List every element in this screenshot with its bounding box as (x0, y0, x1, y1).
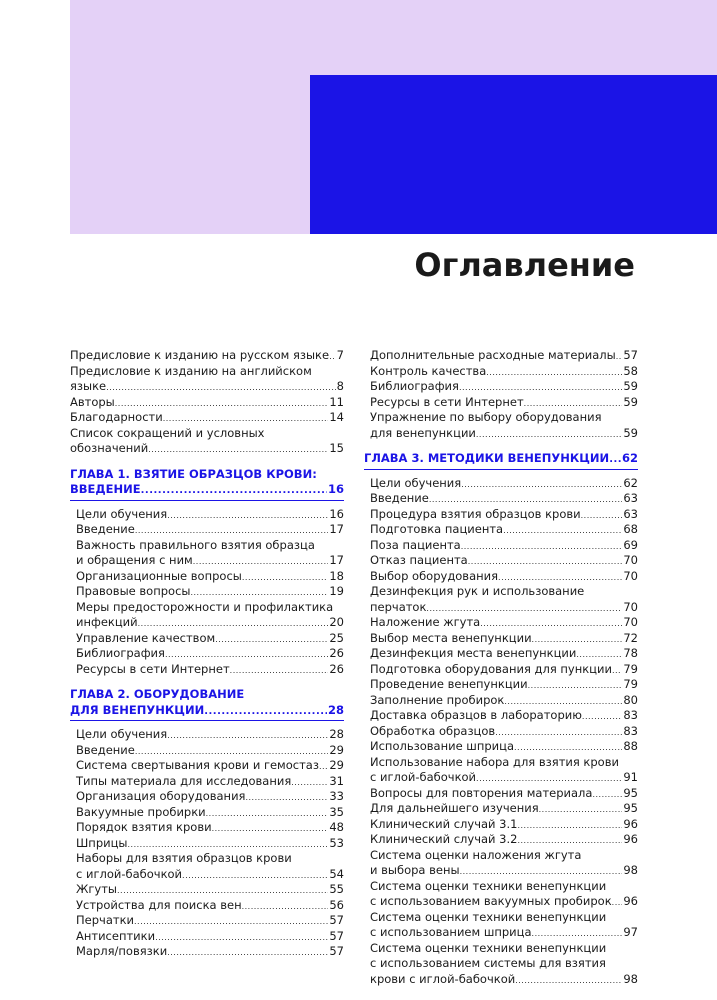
toc-entry[interactable] (364, 410, 638, 441)
chapter-underline (364, 469, 638, 470)
dot-leader (141, 482, 327, 499)
toc-page-number: 96 (623, 832, 638, 846)
dot-leader (582, 708, 622, 725)
chapter-1-heading (70, 467, 344, 501)
header-blue-block (310, 75, 717, 234)
toc-entry-title: с использованием системы для взятия (370, 956, 606, 970)
toc-entry-title: Подготовка оборудования для пункции (370, 661, 612, 676)
dot-leader (581, 507, 623, 524)
dot-leader (532, 925, 623, 942)
toc-page-number: 62 (621, 451, 638, 465)
toc-entry[interactable] (364, 693, 638, 709)
toc-page-number: 33 (329, 789, 344, 803)
toc-entry[interactable] (364, 708, 638, 724)
toc-entry[interactable] (364, 848, 638, 879)
dot-leader (503, 522, 622, 539)
toc-entry[interactable] (70, 913, 344, 929)
dot-leader (212, 820, 329, 837)
toc-page-number: 69 (623, 537, 638, 552)
toc-entry[interactable] (364, 584, 638, 615)
dot-leader (165, 646, 328, 663)
toc-entry-title: с иглой-бабочкой (370, 770, 477, 784)
toc-entry[interactable] (70, 395, 344, 411)
toc-entry-title: Клинический случай 3.1 (370, 816, 518, 831)
toc-entry[interactable] (70, 929, 344, 945)
dot-leader (167, 507, 328, 524)
dot-leader (117, 882, 328, 899)
toc-entry-title: Наборы для взятия образцов крови (76, 851, 292, 865)
toc-page-number: 70 (623, 615, 638, 629)
toc-entry-title: с иглой-бабочкой (76, 866, 183, 881)
toc-entry[interactable] (364, 879, 638, 910)
toc-entry[interactable] (364, 724, 638, 740)
dot-leader (206, 805, 329, 822)
toc-page-number: 57 (329, 928, 344, 943)
toc-entry-title: Типы материала для исследования (76, 773, 292, 788)
toc-entry-title: Введение (370, 491, 429, 505)
toc-page-number: 19 (329, 584, 344, 598)
toc-page-number: 98 (623, 971, 638, 986)
toc-page-number: 95 (623, 785, 638, 800)
dot-leader (609, 451, 621, 468)
toc-page-number: 98 (623, 863, 638, 877)
dot-leader (128, 836, 329, 853)
chapter-entry[interactable] (70, 467, 344, 498)
toc-entry-title: Шприцы (76, 835, 128, 850)
dot-leader (319, 758, 328, 775)
toc-entry-title: инфекций (76, 615, 138, 629)
toc-entry[interactable] (364, 522, 638, 538)
dot-leader (468, 553, 623, 570)
toc-page-number: 11 (329, 394, 344, 409)
toc-entry-title: Организация оборудования (76, 789, 246, 803)
dot-leader (242, 898, 329, 915)
toc-page-number: 7 (336, 348, 344, 362)
toc-page-number: 15 (329, 441, 344, 455)
dot-leader (515, 972, 622, 989)
toc-entry-title: крови с иглой-бабочкой (370, 971, 516, 986)
toc-page-number: 70 (623, 599, 638, 614)
toc-entry-title: Ресурсы в сети Интернет (370, 394, 524, 409)
dot-leader (163, 410, 329, 427)
toc-entry[interactable] (70, 600, 344, 631)
chapter-2-list (70, 727, 344, 960)
toc-entry-title: Жгуты (76, 882, 118, 896)
toc-entry-title: Предисловие к изданию на русском языке (70, 348, 330, 362)
toc-entry[interactable] (70, 538, 344, 569)
toc-entry[interactable] (364, 491, 638, 507)
chapter-underline (70, 720, 344, 721)
toc-entry-title: Использование набора для взятия крови (370, 754, 619, 769)
toc-page-number: 70 (623, 568, 638, 583)
toc-entry[interactable] (364, 569, 638, 585)
dot-leader (182, 867, 328, 884)
toc-page-number: 31 (329, 773, 344, 788)
dot-leader (138, 615, 329, 632)
toc-page-number: 28 (329, 727, 344, 741)
dot-leader (242, 569, 329, 586)
toc-entry-title: Использование шприца (370, 739, 514, 753)
toc-entry-title: и выбора вены (370, 863, 460, 877)
dot-leader (106, 379, 336, 396)
toc-page-number: 59 (623, 379, 638, 393)
toc-entry-title: Предисловие к изданию на английском (70, 363, 312, 378)
toc-page-number: 57 (329, 944, 344, 958)
toc-entry-title: Клинический случай 3.2 (370, 832, 518, 846)
chapter-entry[interactable] (364, 451, 638, 467)
toc-entry[interactable] (70, 631, 344, 647)
toc-page-number: 83 (623, 708, 638, 722)
toc-entry-title: Цели обучения (76, 506, 168, 521)
toc-entry[interactable] (70, 410, 344, 426)
dot-leader (616, 348, 623, 365)
toc-page-number: 53 (329, 835, 344, 850)
toc-entry[interactable] (364, 538, 638, 554)
dot-leader (204, 703, 327, 720)
toc-right-column (364, 348, 638, 987)
toc-entry-title: языке (70, 379, 107, 393)
toc-page-number: 20 (329, 615, 344, 629)
toc-entry[interactable] (70, 364, 344, 395)
dot-leader (461, 476, 622, 493)
toc-entry[interactable] (364, 832, 638, 848)
toc-page-number: 56 (329, 897, 344, 912)
dot-leader (532, 631, 623, 648)
toc-page-number: 28 (327, 702, 344, 717)
toc-entry[interactable] (364, 646, 638, 662)
toc-entry[interactable] (364, 817, 638, 833)
dot-leader (215, 631, 328, 648)
dot-leader (291, 774, 328, 791)
toc-page-number: 57 (623, 348, 638, 362)
chapter-2-heading (70, 687, 344, 721)
toc-entry-title: ДЛЯ ВЕНЕПУНКЦИИ (70, 702, 205, 717)
dot-leader (134, 913, 328, 930)
toc-entry-title: Дополнительные расходные материалы (370, 348, 616, 362)
toc-entry[interactable] (70, 789, 344, 805)
toc-entry[interactable] (70, 646, 344, 662)
dot-leader (329, 348, 336, 365)
toc-entry[interactable] (364, 615, 638, 631)
toc-entry-title: Процедура взятия образцов крови (370, 506, 581, 521)
toc-entry[interactable] (364, 786, 638, 802)
toc-entry-title: Система оценки техники венепункции (370, 878, 607, 893)
toc-entry[interactable] (364, 364, 638, 380)
toc-page-number: 57 (329, 913, 344, 927)
toc-page-number: 70 (623, 553, 638, 567)
dot-leader (461, 538, 623, 555)
toc-entry-title: Марля/повязки (76, 944, 168, 958)
toc-entry[interactable] (70, 569, 344, 585)
toc-entry[interactable] (364, 941, 638, 988)
toc-page-number: 35 (329, 804, 344, 819)
dot-leader (190, 584, 328, 601)
toc-entry[interactable] (364, 553, 638, 569)
toc-left-column (70, 348, 344, 960)
toc-page-number: 63 (623, 491, 638, 505)
toc-entry[interactable] (70, 882, 344, 898)
toc-page-number: 59 (623, 425, 638, 440)
toc-entry-title: Заполнение пробирок (370, 692, 505, 707)
toc-page-number: 95 (623, 801, 638, 815)
dot-leader (115, 395, 329, 412)
toc-page-number: 79 (623, 677, 638, 691)
toc-entry-title: Ресурсы в сети Интернет (76, 661, 230, 676)
dot-leader (498, 569, 622, 586)
toc-page-number: 29 (329, 758, 344, 772)
toc-entry-title: ГЛАВА 3. МЕТОДИКИ ВЕНЕПУНКЦИИ (364, 451, 610, 465)
dot-leader (429, 491, 623, 508)
toc-entry[interactable] (70, 898, 344, 914)
toc-page-number: 72 (623, 630, 638, 645)
dot-leader (495, 724, 622, 741)
toc-entry-title: обозначений (70, 441, 149, 455)
toc-entry[interactable] (364, 739, 638, 755)
toc-page-number: 88 (623, 739, 638, 753)
toc-entry-title: Библиография (370, 379, 459, 393)
toc-entry[interactable] (70, 727, 344, 743)
toc-entry-title: Наложение жгута (370, 615, 481, 629)
dot-leader (460, 863, 623, 880)
dot-leader (514, 739, 622, 756)
page-title: Оглавление (414, 246, 635, 284)
toc-entry-title: Библиография (76, 646, 165, 660)
toc-page-number: 18 (329, 568, 344, 583)
chapter-1-list (70, 507, 344, 678)
toc-entry-title: Вопросы для повторения материала (370, 785, 593, 800)
dot-leader (426, 600, 622, 617)
dot-leader (612, 894, 623, 911)
toc-entry-title: Перчатки (76, 913, 134, 927)
toc-entry-title: Дезинфекция рук и использование (370, 584, 585, 598)
dot-leader (612, 662, 622, 679)
toc-entry-title: Доставка образцов в лабораторию (370, 708, 582, 722)
toc-page-number: 91 (623, 770, 638, 784)
toc-entry[interactable] (364, 395, 638, 411)
toc-entry-title: Система оценки техники венепункции (370, 909, 607, 924)
toc-page-number: 26 (329, 661, 344, 676)
toc-entry[interactable] (70, 426, 344, 457)
toc-entry-title: Благодарности (70, 410, 163, 424)
toc-page-number: 96 (623, 894, 638, 908)
dot-leader (504, 693, 622, 710)
toc-entry-title: с использованием шприца (370, 925, 532, 939)
toc-page-number: 54 (329, 866, 344, 881)
toc-entry-title: Выбор места венепункции (370, 630, 532, 645)
toc-entry-title: Важность правильного взятия образца (76, 537, 315, 552)
toc-entry-title: Вакуумные пробирки (76, 804, 206, 819)
toc-page-number: 58 (623, 363, 638, 378)
dot-leader (517, 817, 622, 834)
toc-entry[interactable] (364, 631, 638, 647)
toc-entry[interactable] (70, 851, 344, 882)
toc-entry[interactable] (70, 522, 344, 538)
toc-entry[interactable] (364, 379, 638, 395)
chapter-3-heading (364, 451, 638, 470)
dot-leader (480, 615, 622, 632)
toc-entry-title: Контроль качества (370, 363, 487, 378)
toc-entry-title: Дезинфекция места венепункции (370, 646, 577, 660)
toc-entry[interactable] (364, 755, 638, 786)
toc-entry[interactable] (70, 348, 344, 364)
toc-entry-title: Авторы (70, 394, 115, 409)
toc-entry-title: Обработка образцов (370, 723, 496, 738)
toc-entry-title: Упражнение по выбору оборудования (370, 410, 602, 424)
dot-leader (528, 677, 623, 694)
toc-page-number: 55 (329, 882, 344, 896)
toc-entry-title: Для дальнейшего изучения (370, 801, 539, 815)
dot-leader (167, 727, 328, 744)
dot-leader (155, 929, 328, 946)
toc-entry[interactable] (70, 743, 344, 759)
toc-page-number: 80 (623, 692, 638, 707)
toc-entry-title: и обращения с ним (76, 553, 193, 567)
dot-leader (517, 832, 622, 849)
toc-entry-title: Введение (76, 522, 135, 536)
dot-leader (230, 662, 329, 679)
dot-leader (193, 553, 329, 570)
toc-page-number: 26 (329, 646, 344, 660)
toc-entry-title: Устройства для поиска вен (76, 897, 242, 912)
toc-page-number: 25 (329, 630, 344, 645)
toc-entry-title: Правовые вопросы (76, 584, 191, 598)
toc-entry-title: перчаток (370, 599, 427, 614)
toc-entry-title: Организационные вопросы (76, 568, 242, 583)
toc-entry-title: ВВЕДЕНИЕ (70, 482, 141, 496)
toc-page-number: 8 (336, 379, 344, 393)
chapter-2-continued-list (364, 348, 638, 441)
toc-entry[interactable] (364, 662, 638, 678)
toc-page-number: 16 (329, 506, 344, 521)
toc-entry[interactable] (70, 944, 344, 960)
dot-leader (486, 364, 622, 381)
toc-page-number: 79 (623, 661, 638, 676)
toc-entry[interactable] (70, 758, 344, 774)
toc-entry[interactable] (70, 805, 344, 821)
toc-entry[interactable] (364, 677, 638, 693)
toc-entry[interactable] (364, 507, 638, 523)
chapter-underline (70, 500, 344, 501)
toc-page-number: 29 (329, 742, 344, 757)
toc-page-number: 63 (623, 506, 638, 521)
toc-entry-title: Поза пациента (370, 537, 461, 552)
toc-entry[interactable] (70, 584, 344, 600)
toc-page-number: 62 (623, 475, 638, 490)
toc-entry-title: Выбор оборудования (370, 568, 499, 583)
toc-entry[interactable] (70, 662, 344, 678)
toc-entry[interactable] (364, 348, 638, 364)
toc-entry-title: Цели обучения (370, 475, 462, 490)
toc-entry-title: Введение (76, 742, 135, 757)
toc-entry-title: для венепункции (370, 425, 476, 440)
toc-page-number: 78 (623, 646, 638, 660)
toc-entry-title: Система свертывания крови и гемостаз (76, 758, 319, 772)
toc-page-number: 59 (623, 394, 638, 409)
toc-entry-title: Порядок взятия крови (76, 820, 212, 834)
toc-entry-title: ГЛАВА 1. ВЗЯТИЕ ОБРАЗЦОВ КРОВИ: (70, 466, 317, 481)
toc-page-number: 17 (329, 553, 344, 567)
toc-page-number: 16 (327, 482, 344, 496)
chapter-entry[interactable] (70, 687, 344, 718)
toc-entry-title: Система оценки наложения жгута (370, 847, 582, 862)
toc-front-group (70, 348, 344, 457)
dot-leader (135, 522, 329, 539)
toc-page-number: 97 (623, 925, 638, 939)
toc-entry-title: Антисептики (76, 928, 156, 943)
dot-leader (135, 743, 329, 760)
dot-leader (592, 786, 622, 803)
toc-entry-title: ГЛАВА 2. ОБОРУДОВАНИЕ (70, 687, 245, 701)
toc-entry-title: Список сокращений и условных (70, 425, 265, 440)
dot-leader (476, 426, 622, 443)
toc-entry-title: Управление качеством (76, 630, 216, 645)
toc-entry[interactable] (70, 507, 344, 523)
toc-entry-title: с использованием вакуумных пробирок (370, 894, 612, 908)
toc-entry-title: Подготовка пациента (370, 522, 504, 536)
toc-entry[interactable] (364, 910, 638, 941)
dot-leader (476, 770, 622, 787)
toc-entry-title: Меры предосторожности и профилактика (76, 599, 334, 614)
toc-page-number: 83 (623, 723, 638, 738)
toc-entry-title: Отказ пациента (370, 553, 468, 567)
dot-leader (524, 395, 623, 412)
toc-page-number: 17 (329, 522, 344, 536)
toc-entry-title: Система оценки техники венепункции (370, 940, 607, 955)
toc-entry[interactable] (70, 774, 344, 790)
toc-entry[interactable] (364, 476, 638, 492)
toc-entry[interactable] (70, 836, 344, 852)
toc-page-number: 96 (623, 816, 638, 831)
toc-entry[interactable] (364, 801, 638, 817)
dot-leader (539, 801, 623, 818)
chapter-3-list (364, 476, 638, 988)
dot-leader (576, 646, 622, 663)
toc-page-number: 14 (329, 410, 344, 424)
toc-page-number: 68 (623, 522, 638, 536)
toc-page-number: 48 (329, 820, 344, 834)
dot-leader (148, 441, 328, 458)
dot-leader (245, 789, 328, 806)
toc-entry-title: Проведение венепункции (370, 677, 528, 691)
toc-entry-title: Цели обучения (76, 727, 168, 741)
dot-leader (459, 379, 622, 396)
toc-entry[interactable] (70, 820, 344, 836)
dot-leader (167, 944, 328, 961)
